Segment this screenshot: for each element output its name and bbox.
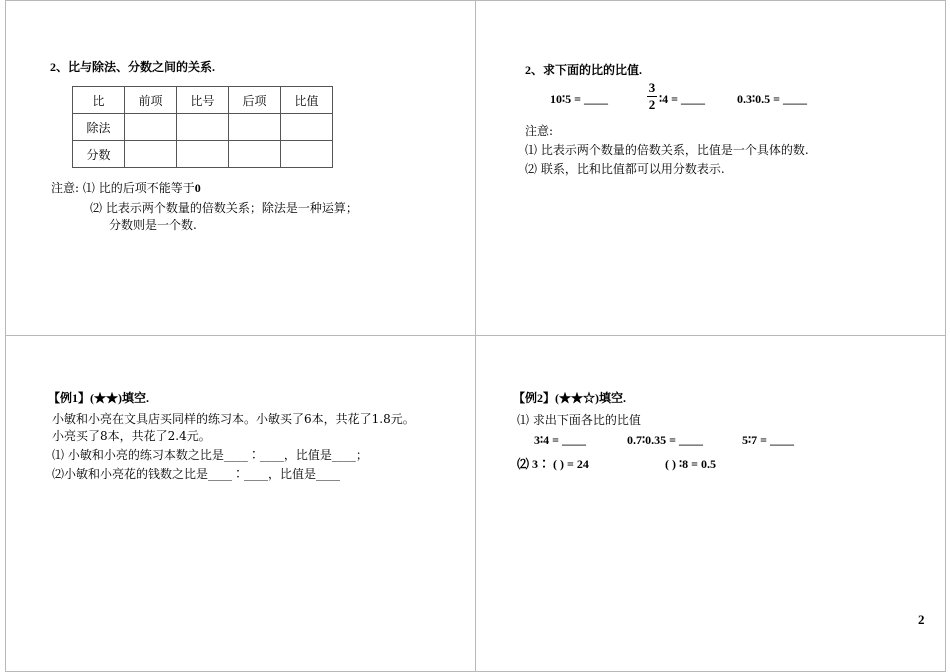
ratio-expression-2-tail: ∶4 = ____ [659,92,705,106]
table-row-label: 除法 [73,114,125,141]
example-title: 【例2】(★★☆)填空. [513,391,626,405]
ratio-expression-1: 3∶4 = ____ [534,433,586,447]
note-line-1 [51,181,201,195]
note-zero: 0 [194,181,201,195]
table-header-cell: 比 [73,87,125,114]
problem-line-2: 小亮买了8本，共花了2.4元。 [52,429,211,443]
fraction-three-halves [647,81,657,112]
problem-line-1: 小敏和小亮在文具店买同样的练习本。小敏买了6本，共花了1.8元。 [52,412,415,426]
note-line-2: ⑵ 比表示两个数量的倍数关系；除法是一种运算； [90,201,358,215]
table-header-row [73,87,333,114]
page-number: 2 [918,612,925,627]
question-2-expression-1: ⑵ 3∶ ( ) = 24 [517,457,589,471]
section-heading: 2、比与除法、分数之间的关系. [50,60,216,74]
table-row [73,141,333,168]
ratio-expression-2: 0.7∶0.35 = ____ [627,433,703,447]
table-header-cell: 比号 [177,87,229,114]
table-cell [229,141,281,168]
note-line-3: 分数则是一个数. [109,218,197,232]
fraction-numerator: 3 [648,80,656,95]
slide-bottom-left [5,335,476,672]
table-row-label: 分数 [73,141,125,168]
slide-top-right [475,0,946,336]
table-cell [177,141,229,168]
ratio-expression-3: 5∶7 = ____ [742,433,794,447]
section-heading: 2、求下面的比的比值. [525,63,643,77]
table-cell [125,114,177,141]
question-2: ⑵小敏和小亮花的钱数之比是____∶____，比值是____ [52,467,341,481]
table-header-cell: 后项 [229,87,281,114]
table-cell [177,114,229,141]
table-header-cell: 前项 [125,87,177,114]
slide-top-left [5,0,476,336]
note-line-2: ⑵ 联系，比和比值都可以用分数表示. [525,162,725,176]
table-cell [281,114,333,141]
note-label: 注意: [525,124,554,138]
slide-bottom-right [475,335,946,672]
question-2-expression-2: ( ) ∶8 = 0.5 [665,457,716,471]
table-cell [229,114,281,141]
table-header-cell: 比值 [281,87,333,114]
table-cell [125,141,177,168]
note-text: ⑴ 比的后项不能等于 [82,181,195,195]
table-row [73,114,333,141]
note-label: 注意: [51,181,80,195]
note-line-1: ⑴ 比表示两个数量的倍数关系，比值是一个具体的数. [525,143,809,157]
example-title: 【例1】(★★)填空. [48,391,149,405]
fraction-denominator: 2 [648,97,656,112]
relation-table [72,86,333,168]
ratio-expression-1: 10∶5 = ____ [550,92,608,106]
ratio-expression-3: 0.3∶0.5 = ____ [737,92,807,106]
question-1: ⑴ 小敏和小亮的练习本数之比是____∶____，比值是____； [52,448,368,462]
question-1-label: ⑴ 求出下面各比的比值 [517,413,641,427]
table-cell [281,141,333,168]
